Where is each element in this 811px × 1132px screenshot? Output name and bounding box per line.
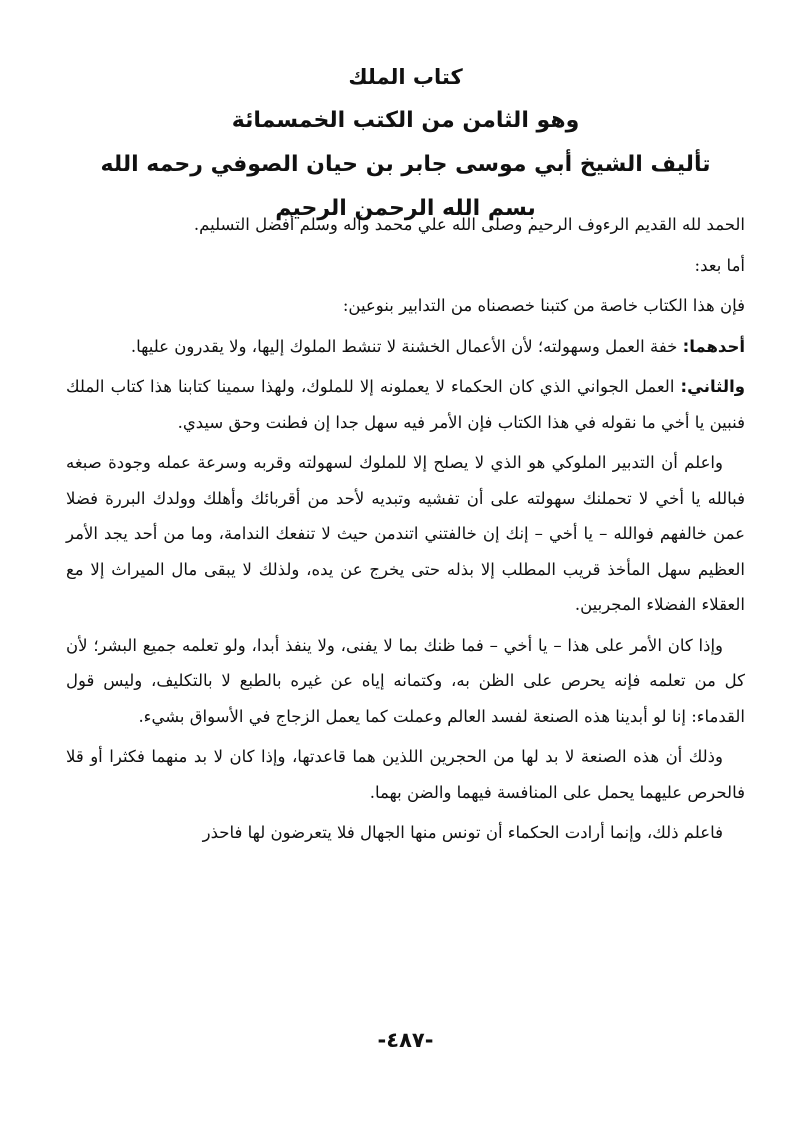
body-text xyxy=(66,207,745,856)
basmala: بسم الله الرحمن الرحيم xyxy=(275,196,536,221)
paragraph-8: وذلك أن هذه الصنعة لا بد لها من الحجرين اللذين هما قاعدتها، وإذا كان لا بد منهما فكثرا أو قلا فالحرص عليهما يحمل على المنافسة فيهما والضن بهما. xyxy=(66,747,745,802)
paragraph-5-lead: والثاني: xyxy=(680,377,745,396)
page-number: -٤٨٧- xyxy=(377,1028,434,1052)
paragraph-3: فإن هذا الكتاب خاصة من كتبنا خصصناه من التدابير بنوعين: xyxy=(342,296,745,315)
heading-block xyxy=(60,55,751,231)
paragraph-2: أما بعد: xyxy=(694,255,745,275)
paragraph-4-text: خفة العمل وسهولته؛ لأن الأعمال الخشنة لا تنشط الملوك إليها، ولا يقدرون عليها. xyxy=(130,336,683,356)
paragraph-4 xyxy=(66,329,745,365)
paragraph-5 xyxy=(66,369,745,440)
book-title: كتاب الملك xyxy=(348,65,463,89)
author-line: تأليف الشيخ أبي موسى جابر بن حيان الصوفي رحمه الله xyxy=(100,152,711,177)
paragraph-4-lead: أحدهما: xyxy=(682,336,745,356)
paragraph-1: الحمد لله القديم الرءوف الرحيم وصلى الله علي محمد وآله وسلم أفضل التسليم. xyxy=(193,215,745,234)
book-subtitle: وهو الثامن من الكتب الخمسمائة xyxy=(231,108,580,133)
paragraph-6: واعلم أن التدبير الملوكي هو الذي لا يصلح إلا للملوك لسهولته وقربه وسرعة عمله وجودة صبغه فبالله يا أخي لا تحملنك سهولته على أن تفشيه وتبديه لأحد من أقربائك وأهلك وولدك البررة فضلا عمن خالفهم فوالله – يا أخي – إنك إن خالفتني اتندمن حيث لا تنفعك الندامة، وما من أحد يجد الأمر العظيم سهل المأخذ قريب المطلب إلا بذله حتى يخرج عن يده، ولذلك لا يبقى مال الميراث إلا مع العقلاء الفضلاء المجربين. xyxy=(66,453,745,614)
paragraph-9: فاعلم ذلك، وإنما أرادت الحكماء أن تونس منها الجهال فلا يتعرضون لها فاحذر xyxy=(202,823,723,842)
paragraph-7: وإذا كان الأمر على هذا – يا أخي – فما ظنك بما لا يفنى، ولا ينفذ أبدا، ولو تعلمه جميع البشر؛ لأن كل من تعلمه فإنه يحرص على الظن به، وكتمانه إياه عن غيره بالطبع لا بالتكليف، وليس قول القدماء: إنا لو أبدينا هذه الصنعة لفسد العالم وعملت كما يعمل الزجاج في الأسواق بشيء. xyxy=(66,635,745,726)
paragraph-5-text: العمل الجواني الذي كان الحكماء لا يعملونه إلا للملوك، ولهذا سمينا كتابنا هذا كتاب الملك فنبين يا أخي ما نقوله في هذا الكتاب فإن الأمر فيه سهل جدا إن فطنت وحق سيدي. xyxy=(66,377,745,432)
